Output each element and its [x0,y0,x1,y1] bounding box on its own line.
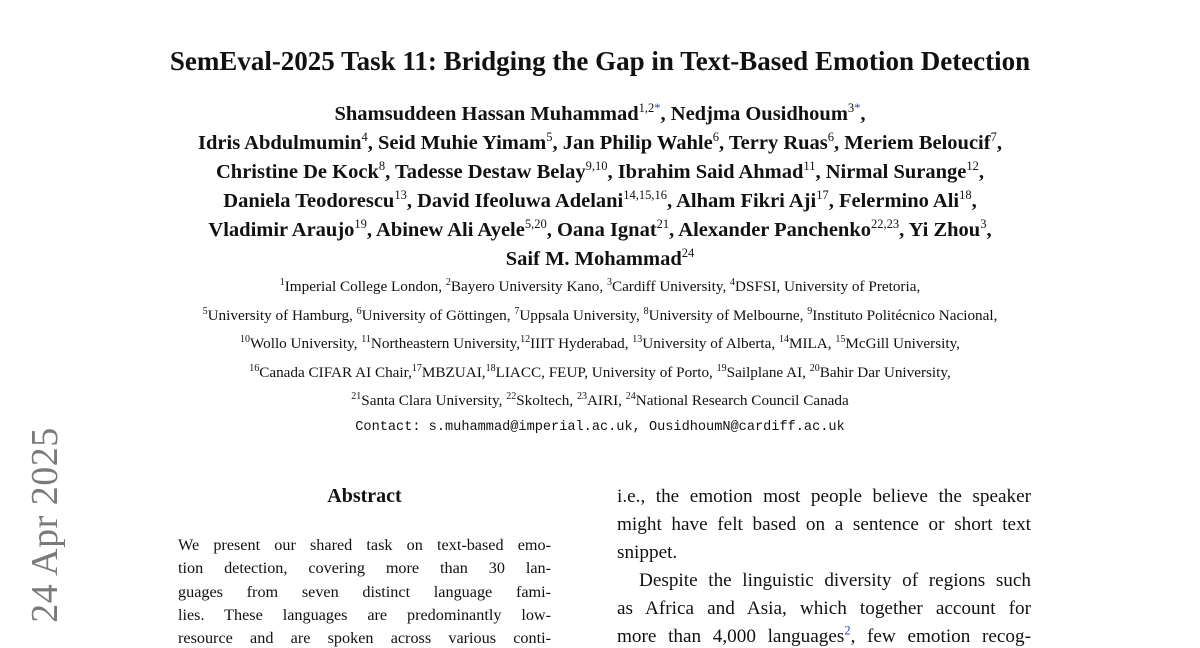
affiliation [717,364,810,381]
affiliation [807,307,997,324]
affiliation-name: Uppsala University, [519,306,644,324]
body-text-line: Despite the linguistic diversity of regions such [639,570,1031,591]
author: Jan Philip Wahle$^6$, [562,130,729,154]
author [506,248,694,270]
affiliation-name: University of Melbourne, [648,306,808,324]
abstract-body [178,534,551,648]
affiliation [240,335,361,352]
author-line [100,100,1100,129]
affiliation-number: 14 [778,333,789,345]
affiliation-name: Canada CIFAR AI Chair, [259,363,412,381]
arxiv-side-stamp [20,420,70,630]
author: Felermino Ali$^{18}$, [838,188,977,212]
author: Nirmal Surange$^{12}$, [825,159,984,183]
author-line [100,216,1100,245]
affiliation-name: University of Alberta, [642,335,779,352]
affiliation-name: National Research Council Canada [635,392,849,409]
affiliation-name: DSFSI, University of Pretoria, [735,278,921,295]
author-affiliation-number: 11 [803,159,816,174]
author-name: Yi Zhou [908,219,981,241]
abstract-line: lies. These languages are predominantly low- [178,605,551,624]
body-text-line: as Africa and Asia, which together account for [617,598,1031,619]
paper-title: SemEval-2025 Task 11: Bridging the Gap in Text-Based Emotion Detection [169,46,1031,76]
author-name: Meriem Beloucif [844,132,991,154]
author: Shamsuddeen Hassan Muhammad$^{1,2*}$, [334,101,671,125]
affiliation [607,278,730,295]
arxiv-date-label: 24 Apr 2025 [24,427,66,623]
affiliation-name: Northeastern University, [370,335,521,352]
author-name: Alham Fikri Aji [676,190,817,212]
affiliation [632,335,779,352]
affiliation-number: 24 [625,390,636,402]
affiliation [351,392,506,409]
affiliation-name: McGill University, [845,335,960,352]
author-name: Idris Abdulmumin [198,132,362,154]
affiliation-line [60,330,1140,359]
footnote-link[interactable]: 2 [844,623,851,638]
affiliation-number: 22 [506,390,517,402]
author-line [100,245,1100,274]
author-affiliation-number: 13 [394,188,407,203]
author-affiliation-number: 21 [656,217,670,232]
affiliation-name: Bahir Dar University, [819,363,951,381]
author: Abinew Ali Ayele$^{5,20}$, [376,217,557,241]
abstract-line: tion detection, covering more than 30 lan- [178,559,551,578]
author: Idris Abdulmumin$^4$, [198,130,379,154]
author-affiliation-number: 19 [354,217,367,232]
affiliation-number: 21 [351,390,362,402]
author: Christine De Kock$^8$, [216,159,395,183]
affiliation-number: 15 [835,333,846,345]
author: David Ifeoluwa Adelani$^{14,15,16}$, [417,188,677,212]
author-name: Felermino Ali [838,190,960,212]
affiliation-number: 16 [249,362,260,374]
affiliation [446,278,607,295]
affiliation-number: 2 [445,276,451,288]
affiliation-name: Sailplane AI, [726,363,810,381]
affiliation [520,335,632,352]
affiliation [730,278,920,295]
affiliation-name: Imperial College London, [284,278,446,295]
affiliation-line [60,302,1140,331]
affiliation-name: University of Hamburg, [207,306,357,324]
affiliation-line [60,387,1140,416]
author-name: Shamsuddeen Hassan Muhammad [334,103,639,125]
author-name: David Ifeoluwa Adelani [417,190,624,212]
body-text-line: more than 4,000 languages$^2$, few emotion recog- [617,623,1031,647]
author: Oana Ignat$^{21}$, [556,217,679,241]
affiliation-name: Wollo University, [250,335,362,352]
author-affiliation-number: 24 [681,246,695,261]
affiliation-name: Cardiff University, [611,278,731,295]
author-affiliation-number: 8 [378,159,386,174]
affiliation-number: 19 [716,362,727,374]
body-text-line: might have felt based on a sentence or short text [617,514,1031,535]
author-name: Jan Philip Wahle [562,132,713,154]
abstract-line: resource and are spoken across various conti- [178,629,551,648]
body-text-line: snippet. [617,542,678,563]
author-affiliation-number: 1,2 [638,101,655,116]
author: Ibrahim Said Ahmad$^{11}$, [617,159,826,183]
affiliation-number: 1 [279,276,285,288]
affiliation [626,392,849,409]
author-name: Saif M. Mohammad [505,248,682,270]
affiliation-name: Bayero University Kano, [450,278,607,295]
affiliation-number: 10 [240,333,251,345]
abstract-line: guages from seven distinct language fami- [178,582,551,601]
author-name: Alexander Panchenko [678,219,871,241]
author: Nedjma Ousidhoum$^{3*}$, [670,101,866,125]
affiliation-number: 12 [520,333,531,345]
author-affiliation-number: 7 [990,130,997,145]
affiliation-number: 23 [576,390,587,402]
author-name: Seid Muhie Yimam [378,132,547,154]
author-name: Abinew Ali Ayele [376,219,525,241]
author: Alham Fikri Aji$^{17}$, [676,188,839,212]
author-name: Tadesse Destaw Belay [395,161,586,183]
author-affiliation-number: 22,23 [870,217,900,232]
author: Tadesse Destaw Belay$^{9,10}$, [395,159,618,183]
author: Terry Ruas$^6$, [728,130,845,154]
author-name: Ibrahim Said Ahmad [617,161,804,183]
author-affiliation-number: 14,15,16 [623,188,667,203]
affiliation [486,364,717,381]
author-line [100,158,1100,187]
corresponding-author-mark: * [654,101,661,116]
affiliation-number: 20 [809,362,820,374]
author-affiliation-number: 17 [816,188,829,203]
affiliation-number: 5 [202,305,208,317]
author-affiliation-number: 12 [966,159,979,174]
affiliation-name: AIRI, [586,392,626,409]
author-affiliation-number: 4 [361,130,368,145]
affiliation-name: MILA, [788,335,836,352]
affiliation-name: MBZUAI, [421,363,486,381]
affiliation-number: 4 [730,276,736,288]
author-name: Daniela Teodorescu [223,190,395,212]
affiliation-number: 18 [485,362,496,374]
author-name: Oana Ignat [556,219,657,241]
author-name: Nirmal Surange [825,161,967,183]
author-affiliation-number: 3 [980,217,987,232]
author-name: Christine De Kock [216,161,379,183]
author-name: Vladimir Araujo [208,219,355,241]
author-affiliation-number: 6 [827,130,835,145]
author-affiliation-number: 5 [546,130,553,145]
affiliation [810,364,951,381]
author-line [100,187,1100,216]
body-text-line: i.e., the emotion most people believe the speaker [617,486,1031,507]
affiliation-number: 7 [514,305,520,317]
author-affiliation-number: 6 [712,130,719,145]
affiliation-number: 9 [807,305,813,317]
affiliation [361,335,520,352]
affiliation-number: 3 [606,276,612,288]
affiliation-line [60,359,1140,388]
author: Vladimir Araujo$^{19}$, [208,217,377,241]
affiliation [514,307,643,324]
affiliation-number: 6 [356,305,362,317]
affiliation-number: 17 [411,362,422,374]
affiliation [779,335,835,352]
affiliation-name: IIIT Hyderabad, [530,335,633,352]
author-name: Nedjma Ousidhoum [670,103,848,125]
author-affiliation-number: 3 [847,101,855,116]
author: Alexander Panchenko$^{22,23}$, [678,217,909,241]
author-affiliation-number: 9,10 [585,159,608,174]
affiliation [835,335,960,352]
body-text-right-column [617,483,1031,648]
affiliation-name: Instituto Politécnico Nacional, [812,306,998,324]
author-affiliation-number: 5,20 [524,217,547,232]
affiliation [644,307,808,324]
affiliation-list [60,273,1140,416]
abstract-heading: Abstract [327,485,402,507]
affiliation [280,278,446,295]
affiliation-number: 13 [632,333,643,345]
affiliation [203,307,357,324]
affiliation [577,392,626,409]
abstract-line: We present our shared task on text-based emo- [178,536,551,554]
affiliation-number: 11 [361,333,371,345]
corresponding-author-mark: * [854,101,861,116]
author: Seid Muhie Yimam$^5$, [378,130,563,154]
author: Daniela Teodorescu$^{13}$, [223,188,418,212]
author-list [100,100,1100,274]
affiliation [357,307,515,324]
author: Yi Zhou$^3$, [908,217,992,241]
affiliation-name: LIACC, FEUP, University of Porto, [495,363,717,381]
affiliation-line [60,273,1140,302]
author-name: Terry Ruas [728,132,828,154]
affiliation-name: University of Göttingen, [361,306,515,324]
author: Meriem Beloucif$^7$, [844,130,1002,154]
affiliation-number: 8 [643,305,649,317]
contact-line: Contact: s.muhammad@imperial.ac.uk, OusidhoumN@cardiff.ac.uk [355,420,845,435]
affiliation [249,364,412,381]
affiliation [412,364,486,381]
affiliation-name: Santa Clara University, [361,392,507,409]
affiliation-name: Skoltech, [516,392,577,409]
author-affiliation-number: 18 [959,188,972,203]
author-line [100,129,1100,158]
affiliation [506,392,577,409]
